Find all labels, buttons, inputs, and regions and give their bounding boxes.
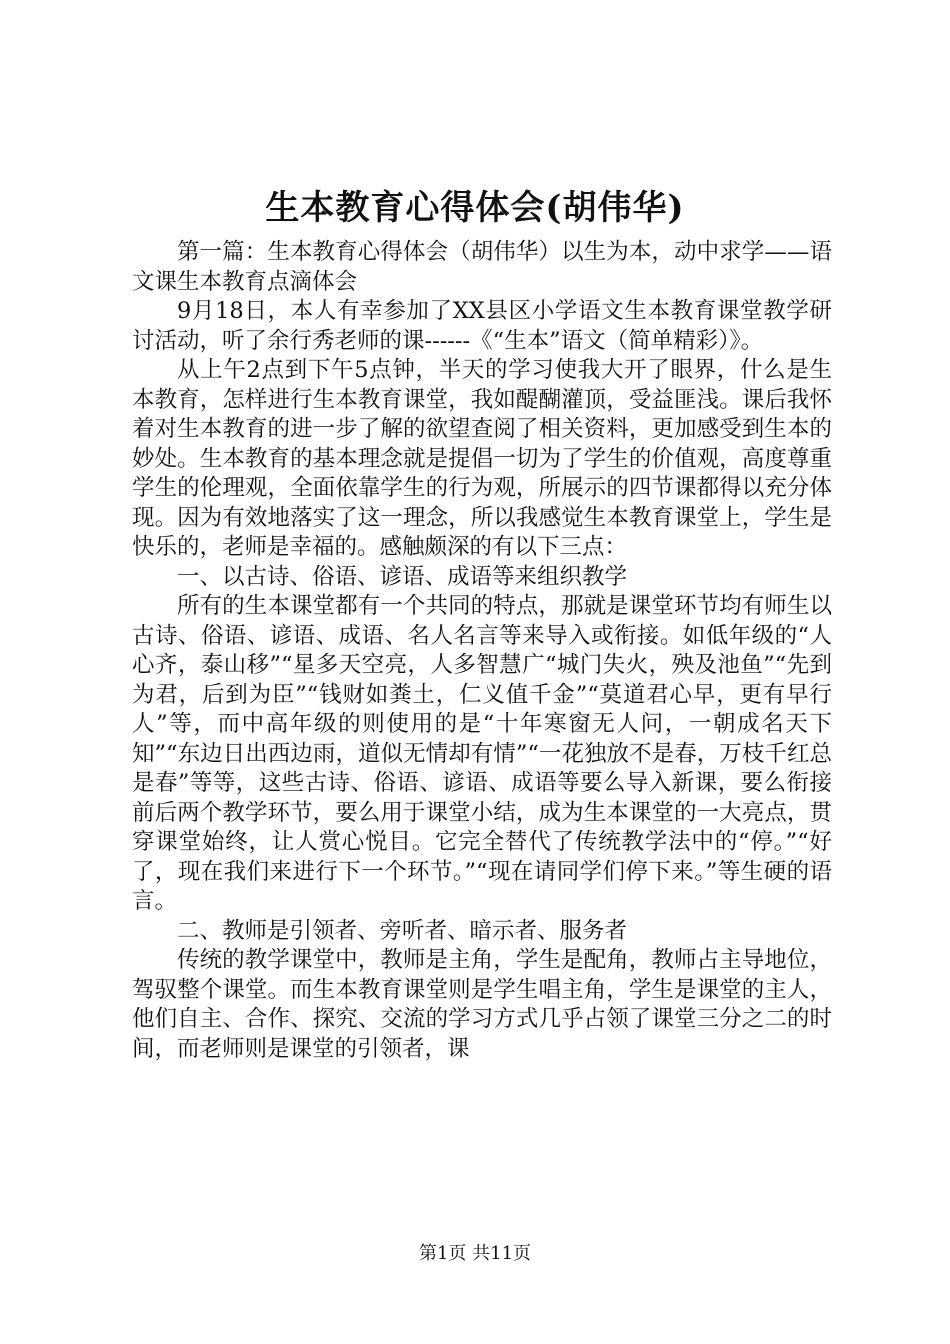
document-body <box>132 238 832 1064</box>
paragraph: 传统的教学课堂中，教师是主角，学生是配角，教师占主导地位，驾驭整个课堂。而生本教育课堂则是学生唱主角，学生是课堂的主人，他们自主、合作、探究、交流的学习方式几乎占领了课堂三分之二的时间，而老师则是课堂的引领者，课 <box>132 947 832 1062</box>
paragraph: 所有的生本课堂都有一个共同的特点，那就是课堂环节均有师生以古诗、俗语、谚语、成语、名人名言等来导入或衔接。如低年级的“人心齐，泰山移”“星多天空亮，人多智慧广“城门失火，殃及池鱼”“先到为君，后到为臣”“钱财如粪土，仁义值千金”“莫道君心早，更有早行人”等，而中高年级的则使用的是“十年寒窗无人问，一朝成名天下知”“东边日出西边雨，道似无情却有情”“一花独放不是春，万枝千红总是春”等等，这些古诗、俗语、谚语、成语等要么导入新课，要么衔接前后两个教学环节，要么用于课堂小结，成为生本课堂的一大亮点，贯穿课堂始终，让人赏心悦目。它完全替代了传统教学法中的“停。”“好了，现在我们来进行下一个环节。”“现在请同学们停下来。”等生硬的语言。 <box>132 593 832 914</box>
paragraph: 9月18日，本人有幸参加了XX县区小学语文生本教育课堂教学研讨活动，听了余行秀老师的课------《“生本”语文（简单精彩）》。 <box>132 298 832 354</box>
document-title: 生本教育心得体会(胡伟华) <box>265 188 685 228</box>
paragraph: 从上午2点到下午5点钟，半天的学习使我大开了眼界，什么是生本教育，怎样进行生本教育课堂，我如醍醐灌顶，受益匪浅。课后我怀着对生本教育的进一步了解的欲望查阅了相关资料，更加感受到生本的妙处。生本教育的基本理念就是提倡一切为了学生的价值观，高度尊重学生的伦理观，全面依靠学生的行为观，所展示的四节课都得以充分体现。因为有效地落实了这一理念，所以我感觉生本教育课堂上，学生是快乐的，老师是幸福的。感触颇深的有以下三点： <box>132 357 832 560</box>
section-heading: 二、教师是引领者、旁听者、暗示者、服务者 <box>177 917 628 944</box>
section-heading: 一、以古诗、俗语、谚语、成语等来组织教学 <box>177 563 628 590</box>
page-footer: 第1页 共11页 <box>418 1243 532 1264</box>
paragraph: 第一篇：生本教育心得体会（胡伟华）以生为本，动中求学——语文课生本教育点滴体会 <box>132 239 832 295</box>
